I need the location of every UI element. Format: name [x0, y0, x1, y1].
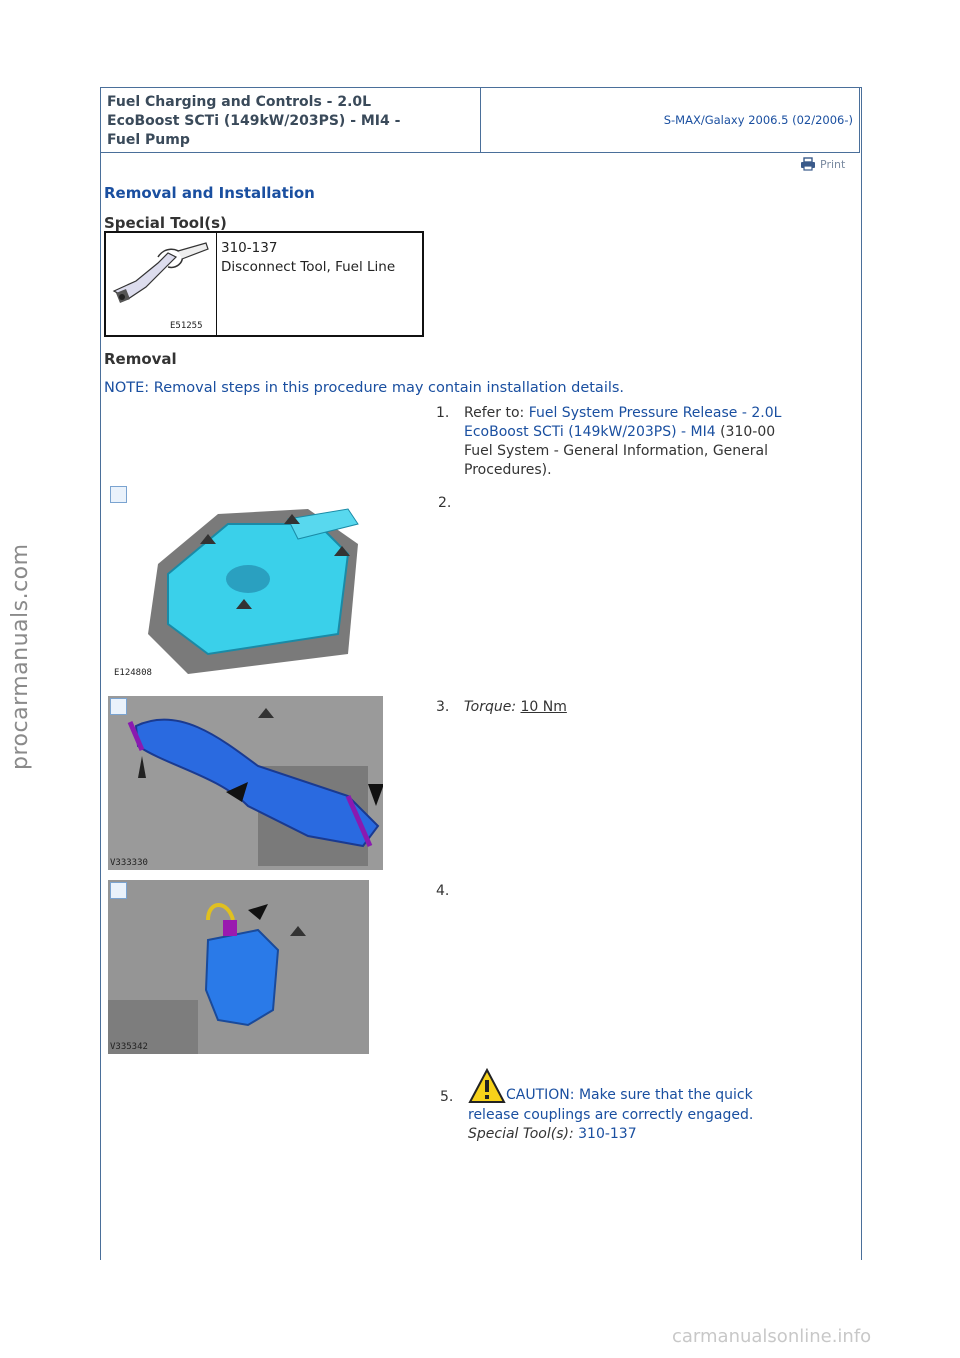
fuel-pressure-release-link[interactable]: Fuel System Pressure Release - 2.0L: [528, 405, 782, 421]
title-line-2: EcoBoost SCTi (149kW/203PS) - MI4 -: [107, 113, 401, 129]
title-line-3: Fuel Pump: [107, 132, 190, 148]
step-4-figure: [108, 880, 369, 1054]
step-3-figure: [108, 696, 383, 870]
step-number: 4.: [436, 883, 450, 899]
step-1-rest: (310-00: [720, 424, 776, 440]
special-tool-table: [104, 231, 424, 337]
fuel-line-tool-drawing: [106, 233, 214, 335]
zoom-icon[interactable]: [110, 698, 127, 715]
step-number: 2.: [438, 495, 452, 511]
page-header: [100, 87, 860, 153]
special-tools-label: Special Tool(s):: [468, 1126, 574, 1142]
step-2: [438, 494, 451, 513]
engine-cover-illustration: [108, 484, 370, 680]
step-5: [436, 1068, 836, 1144]
step-4: [436, 882, 449, 901]
fuel-pressure-release-link-cont[interactable]: EcoBoost SCTi (149kW/203PS) - MI4: [464, 424, 716, 440]
special-tool-code: 310-137: [221, 240, 278, 256]
printer-icon: [800, 157, 816, 171]
step-number: 3.: [436, 699, 450, 715]
step-2-figure: [108, 484, 370, 680]
step-1-rest-3: Procedures).: [464, 462, 552, 478]
footer-watermark: carmanualsonline.info: [672, 1326, 872, 1347]
figure-label: E124808: [114, 668, 152, 678]
print-label: Print: [820, 157, 846, 171]
print-button[interactable]: [800, 157, 845, 171]
refer-prefix: Refer to:: [464, 405, 525, 421]
tool-image-label: E51255: [170, 321, 203, 331]
special-tool-name: Disconnect Tool, Fuel Line: [221, 259, 396, 275]
caution-text-2: release couplings are correctly engaged.: [468, 1107, 754, 1123]
special-tool-description: [217, 233, 397, 335]
special-tool-link[interactable]: 310-137: [578, 1126, 637, 1142]
page-title: [101, 88, 481, 152]
model-label: S-MAX/Galaxy 2006.5 (02/2006-): [663, 113, 853, 127]
caution-text: CAUTION: Make sure that the quick: [506, 1087, 753, 1103]
air-intake-hose-illustration: [108, 696, 383, 870]
section-title: Removal and Installation: [104, 184, 315, 202]
figure-label: V335342: [110, 1042, 148, 1052]
zoom-icon[interactable]: [110, 882, 127, 899]
fuel-pump-connector-illustration: [108, 880, 369, 1054]
caution-icon: [468, 1068, 506, 1104]
step-number: 5.: [440, 1089, 454, 1105]
step-3: [436, 698, 567, 717]
step-number: 1.: [436, 405, 450, 421]
torque-label: Torque:: [463, 699, 517, 715]
title-line-1: Fuel Charging and Controls - 2.0L: [107, 94, 372, 110]
step-1: [436, 404, 836, 480]
special-tools-title: Special Tool(s): [104, 214, 227, 232]
removal-title: Removal: [104, 350, 177, 368]
removal-note: NOTE: Removal steps in this procedure may contain installation details.: [104, 380, 625, 396]
step-1-rest-2: Fuel System - General Information, General: [464, 443, 769, 459]
zoom-icon[interactable]: [110, 486, 127, 503]
side-watermark: procarmanuals.com: [8, 543, 33, 770]
figure-label: V333330: [110, 858, 148, 868]
special-tool-image: [106, 233, 217, 335]
torque-value[interactable]: 10 Nm: [520, 699, 567, 715]
